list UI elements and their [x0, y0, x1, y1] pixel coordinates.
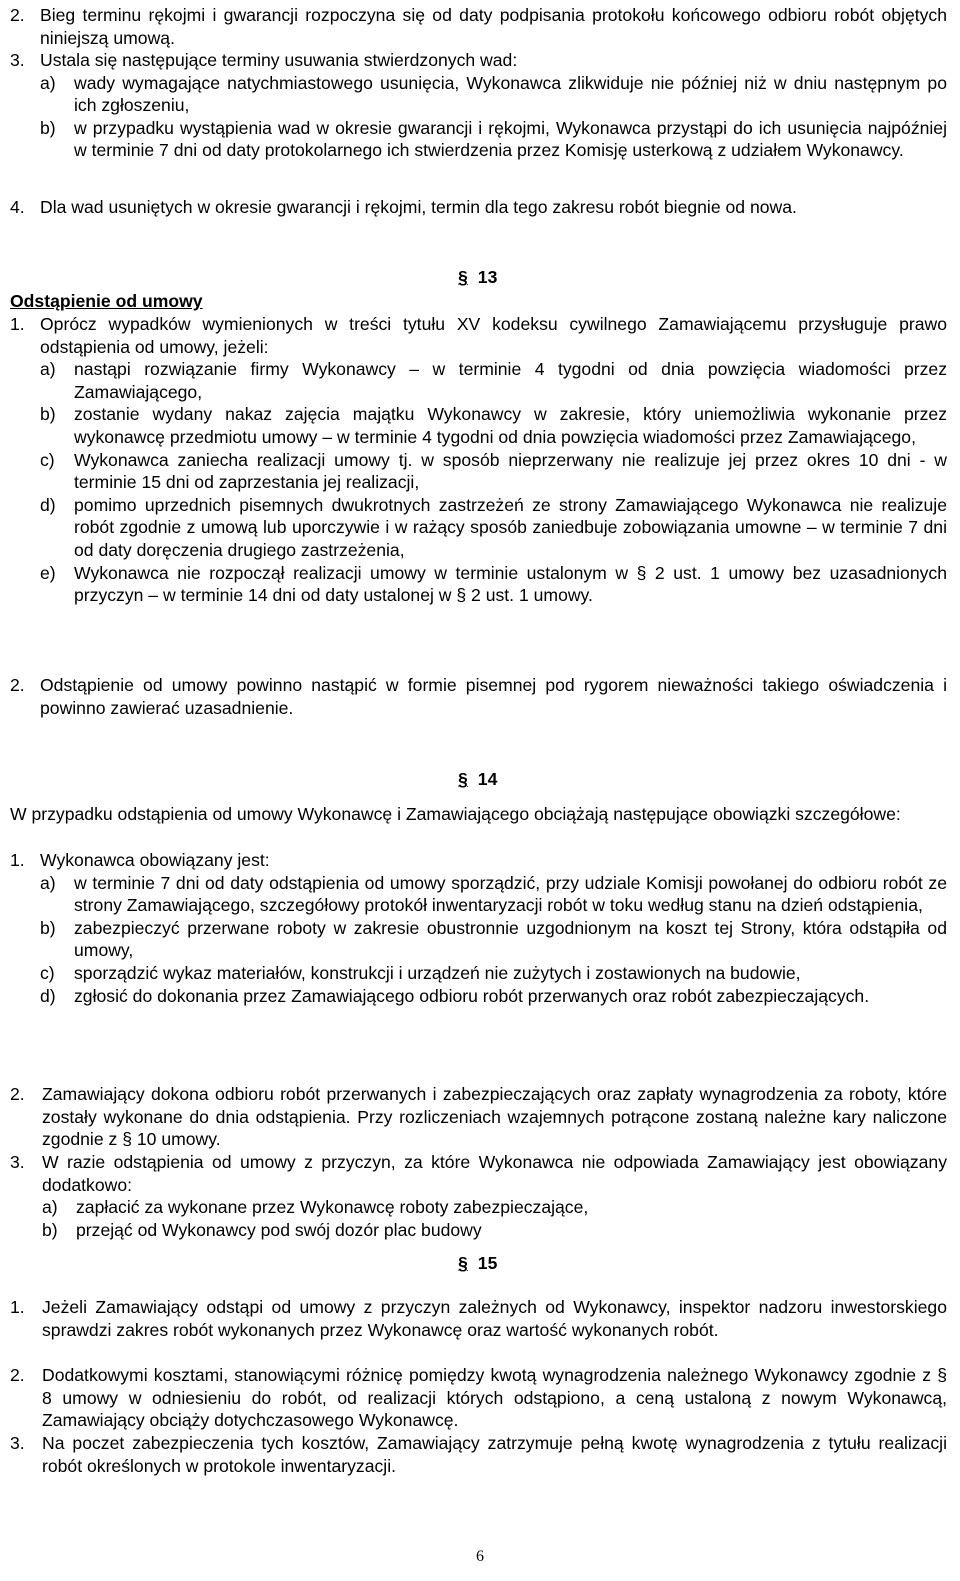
point-text: Jeżeli Zamawiający odstąpi od umowy z przyczyn zależnych od Wykonawcy, inspektor nadzoru inwestorskiego sprawdzi zakres robót wykonanych przez Wykonawcę oraz wartość wykonanych robót.	[42, 1297, 947, 1340]
s13-point-1-e	[40, 562, 947, 607]
s14-point-1-b	[40, 917, 947, 962]
s14-point-2	[10, 1083, 947, 1151]
item-label: a)	[40, 872, 56, 893]
section-13-heading	[458, 266, 558, 289]
item-label: c)	[40, 449, 55, 470]
section-number: 13	[477, 267, 498, 287]
s12-point-2	[10, 4, 947, 49]
point-number: 1.	[10, 314, 25, 334]
s13-point-1	[10, 313, 947, 607]
s15-point-1	[10, 1296, 947, 1341]
point-number: 2.	[10, 1365, 25, 1385]
s12-point-4	[10, 196, 947, 219]
point-number: 1.	[10, 850, 25, 870]
item-label: b)	[42, 1219, 58, 1240]
s13-point-1-b	[40, 403, 947, 448]
point-text: Oprócz wypadków wymienionych w treści tytułu XV kodeksu cywilnego Zamawiającemu przysługuje prawo odstąpienia od umowy, jeżeli:	[40, 314, 947, 357]
section-13-title: Odstąpienie od umowy	[10, 291, 203, 311]
s13-point-2	[10, 674, 947, 719]
item-label: e)	[40, 562, 56, 583]
item-text: zgłosić do dokonania przez Zamawiającego odbioru robót przerwanych oraz robót zabezpieczających.	[74, 985, 870, 1006]
point-number: 3.	[10, 1152, 25, 1172]
paragraph-sign: §	[458, 1253, 468, 1273]
item-text: pomimo uprzednich pisemnych dwukrotnych zastrzeżeń ze strony Zamawiającego Wykonawca nie realizuje robót zgodnie z umową lub uporczywie i w rażący sposób zaniedbuje zobowiązania umowne – w terminie 7 dni od daty doręczenia drugiego zastrzeżenia,	[74, 494, 947, 560]
point-text: Zamawiający dokona odbioru robót przerwanych i zabezpieczających oraz zapłaty wynagrodzenia za roboty, które zostały wykonane do dnia odstąpienia. Przy rozliczeniach wzajemnych potrącone zostaną należne kary naliczone zgodnie z § 10 umowy.	[42, 1084, 947, 1150]
s14-point-3	[10, 1151, 947, 1241]
item-label: a)	[40, 359, 56, 380]
point-text: Dla wad usuniętych w okresie gwarancji i rękojmi, termin dla tego zakresu robót biegnie od nowa.	[40, 197, 797, 217]
s13-point-1-a	[40, 358, 947, 403]
item-label: a)	[42, 1197, 58, 1218]
item-label: d)	[40, 494, 56, 515]
point-text: Ustala się następujące terminy usuwania stwierdzonych wad:	[40, 50, 518, 70]
s14-point-1-a	[40, 872, 947, 917]
point-text: W razie odstąpienia od umowy z przyczyn, za które Wykonawca nie odpowiada Zamawiający jest obowiązany dodatkowo:	[42, 1152, 947, 1195]
item-label: c)	[40, 962, 55, 983]
item-text: Wykonawca zaniecha realizacji umowy tj. w sposób nieprzerwany nie realizuje jej przez okres 10 dni - w terminie 15 dni od zaprzestania jej realizacji,	[74, 449, 947, 493]
s12-point-3-b	[40, 117, 947, 162]
point-text: Wykonawca obowiązany jest:	[40, 850, 270, 870]
point-number: 4.	[10, 197, 25, 217]
page-number: 6	[476, 1548, 484, 1565]
s13-point-1-d	[40, 494, 947, 562]
item-text: zostanie wydany nakaz zajęcia majątku Wykonawcy w zakresie, który uniemożliwia wykonanie przez wykonawcę przedmiotu umowy – w terminie 4 tygodni od dnia powzięcia wiadomości przez Zamawiającego,	[74, 404, 947, 447]
point-number: 2.	[10, 5, 25, 25]
s14-point-1-c	[40, 962, 947, 985]
paragraph-sign: §	[458, 267, 468, 287]
s14-point-1	[10, 849, 947, 1007]
section-15-heading	[458, 1252, 558, 1275]
item-text: wady wymagające natychmiastowego usunięcia, Wykonawca zlikwiduje nie później niż w dniu następnym po ich zgłoszeniu,	[74, 72, 947, 116]
paragraph-sign: §	[458, 769, 468, 789]
item-text: Wykonawca nie rozpoczął realizacji umowy w terminie ustalonym w § 2 ust. 1 umowy bez uzasadnionych przyczyn – w terminie 14 dni od daty ustalonej w § 2 ust. 1 umowy.	[74, 562, 947, 606]
point-number: 2.	[10, 675, 25, 695]
section-number: 14	[477, 769, 498, 789]
point-number: 1.	[10, 1297, 25, 1317]
s15-point-3	[10, 1432, 947, 1477]
item-label: b)	[40, 404, 56, 425]
point-number: 2.	[10, 1084, 25, 1104]
item-text: zabezpieczyć przerwane roboty w zakresie obustronnie uzgodnionym na koszt tej Strony, która odstąpiła od umowy,	[74, 917, 947, 961]
s12-point-3-a	[40, 72, 947, 117]
item-text: sporządzić wykaz materiałów, konstrukcji i urządzeń nie zużytych i zostawionych na budowie,	[74, 962, 801, 983]
item-text: przejąć od Wykonawcy pod swój dozór plac budowy	[76, 1219, 482, 1240]
point-number: 3.	[10, 1433, 25, 1453]
point-text: Dodatkowymi kosztami, stanowiącymi różnicę pomiędzy kwotą wynagrodzenia należnego Wykonawcy zgodnie z § 8 umowy w odniesieniu do robót, od realizacji których odstąpiono, a ceną ustaloną z nowym Wykonawcą, Zamawiający obciąży dotychczasowego Wykonawcę.	[42, 1365, 947, 1431]
s12-point-3	[10, 49, 947, 162]
item-text: zapłacić za wykonane przez Wykonawcę roboty zabezpieczające,	[76, 1197, 589, 1218]
item-text: nastąpi rozwiązanie firmy Wykonawcy – w terminie 4 tygodni od dnia powzięcia wiadomości przez Zamawiającego,	[74, 359, 947, 402]
item-label: b)	[40, 917, 56, 938]
item-label: b)	[40, 117, 56, 138]
point-text: Na poczet zabezpieczenia tych kosztów, Zamawiający zatrzymuje pełną kwotę wynagrodzenia z tytułu realizacji robót określonych w protokole inwentaryzacji.	[42, 1433, 947, 1476]
point-number: 3.	[10, 50, 25, 70]
section-14-heading	[458, 768, 558, 791]
item-label: d)	[40, 985, 56, 1006]
s14-point-3-a	[42, 1196, 947, 1219]
item-label: a)	[40, 72, 56, 93]
section-number: 15	[477, 1253, 498, 1273]
point-text: Odstąpienie od umowy powinno nastąpić w formie pisemnej pod rygorem nieważności takiego oświadczenia i powinno zawierać uzasadnienie.	[40, 675, 947, 718]
item-text: w przypadku wystąpienia wad w okresie gwarancji i rękojmi, Wykonawca przystąpi do ich usunięcia najpóźniej w terminie 7 dni od daty protokolarnego ich stwierdzenia przez Komisję usterkową z udziałem Wykonawcy.	[74, 117, 947, 161]
s13-point-1-c	[40, 449, 947, 494]
point-text: Bieg terminu rękojmi i gwarancji rozpoczyna się od daty podpisania protokołu końcowego odbioru robót objętych niniejszą umową.	[40, 5, 947, 48]
s14-point-1-d	[40, 985, 947, 1008]
item-text: w terminie 7 dni od daty odstąpienia od umowy sporządzić, przy udziale Komisji powołanej do odbioru robót ze strony Zamawiającego, szczegółowy protokół inwentaryzacji robót w toku według stanu na dzień odstąpienia,	[74, 872, 947, 916]
s14-intro: W przypadku odstąpienia od umowy Wykonawcę i Zamawiającego obciążają następujące obowiązki szczegółowe:	[10, 804, 901, 824]
s14-point-3-b	[42, 1219, 947, 1242]
s15-point-2	[10, 1364, 947, 1432]
